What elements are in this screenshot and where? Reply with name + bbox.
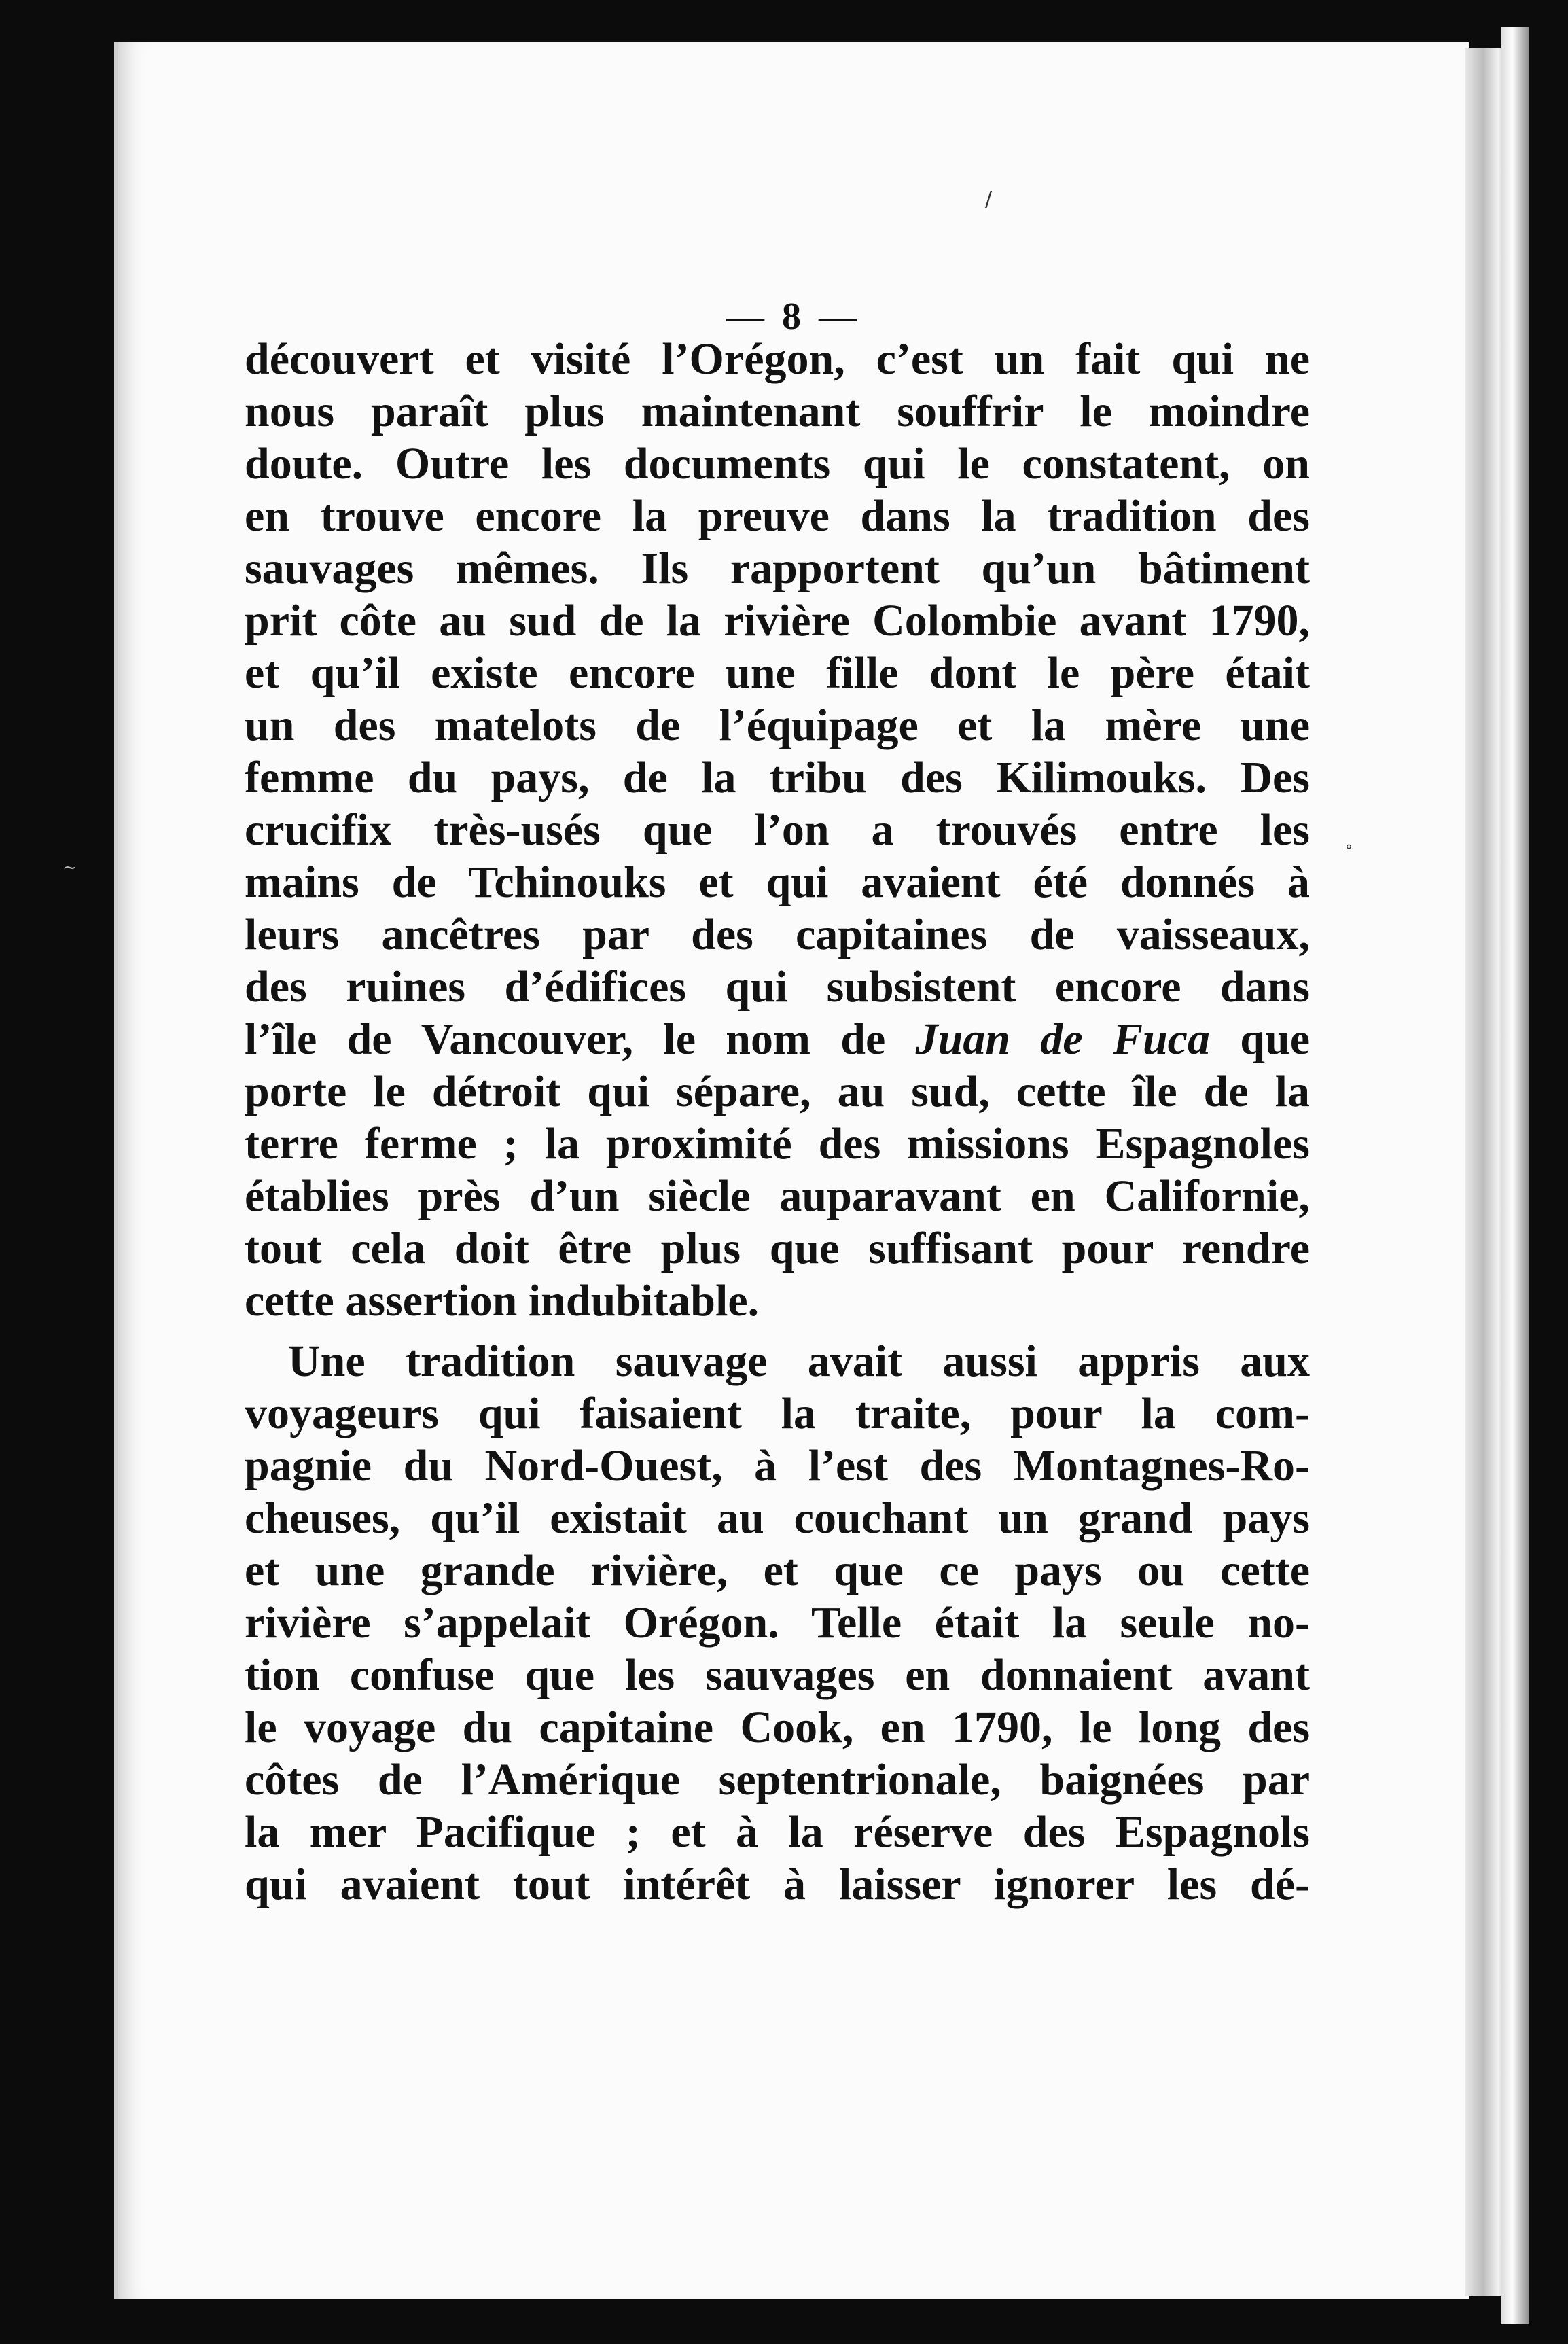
text-segment: que [1209,1014,1311,1064]
text-line: découvert et visité l’Orégon, c’est un fait qui ne [245,334,1310,384]
scan-speck: / [985,188,993,211]
text-line: en trouve encore la preuve dans la tradition des [245,491,1310,541]
text-line: des ruines d’édifices qui subsistent encore dans [245,962,1310,1012]
text-line: prit côte au sud de la rivière Colombie avant 1790, [245,596,1310,645]
scan-speck: ~ [63,857,77,878]
text-line: tion confuse que les sauvages en donnaient avant [245,1650,1310,1700]
text-line: nous paraît plus maintenant souffrir le moindre [245,387,1310,436]
text-line: cette assertion indubitable. [245,1276,760,1326]
page-edge-highlight [1501,27,1529,2324]
text-line: la mer Pacifique ; et à la réserve des Espagnols [245,1807,1310,1857]
text-line-with-italic [245,1013,1310,1065]
text-line: rivière s’appelait Orégon. Telle était la seule no- [245,1598,1310,1648]
text-line: qui avaient tout intérêt à laisser ignorer les dé- [245,1860,1310,1909]
text-line: mains de Tchinouks et qui avaient été donnés à [245,857,1310,907]
text-line: femme du pays, de la tribu des Kilimouks. Des [245,753,1310,802]
text-line: crucifix très-usés que l’on a trouvés entre les [245,805,1310,855]
text-line: voyageurs qui faisaient la traite, pour la com- [245,1389,1310,1438]
body-text [245,333,1310,1911]
text-line: tout cela doit être plus que suffisant pour rendre [245,1224,1310,1273]
italic-name: Juan de Fuca [915,1014,1210,1064]
text-line: côtes de l’Amérique septentrionale, baignées par [245,1755,1310,1805]
text-line: le voyage du capitaine Cook, en 1790, le long des [245,1703,1310,1752]
paragraph-2 [245,1335,1310,1911]
text-line: établies près d’un siècle auparavant en Californie, [245,1171,1310,1221]
text-line: sauvages mêmes. Ils rapportent qu’un bâtiment [245,544,1310,593]
page-number: — 8 — [726,296,861,338]
text-line: doute. Outre les documents qui le constatent, on [245,439,1310,489]
text-segment: l’île de Vancouver, le nom de [245,1014,916,1064]
scan-speck: ° [1345,842,1353,859]
text-line: et une grande rivière, et que ce pays ou cette [245,1546,1310,1595]
text-line: porte le détroit qui sépare, au sud, cette île de la [245,1067,1310,1116]
text-line: et qu’il existe encore une fille dont le père était [245,648,1310,698]
paragraph-1 [245,333,1310,1327]
text-line: Une tradition sauvage avait aussi appris aux [288,1336,1310,1386]
text-line: un des matelots de l’équipage et la mère une [245,700,1310,750]
text-line: terre ferme ; la proximité des missions Espagnoles [245,1119,1310,1169]
text-line: leurs ancêtres par des capitaines de vaisseaux, [245,910,1310,959]
text-line: pagnie du Nord-Ouest, à l’est des Montagnes-Ro- [245,1441,1310,1491]
text-line: cheuses, qu’il existait au couchant un grand pays [245,1493,1310,1543]
